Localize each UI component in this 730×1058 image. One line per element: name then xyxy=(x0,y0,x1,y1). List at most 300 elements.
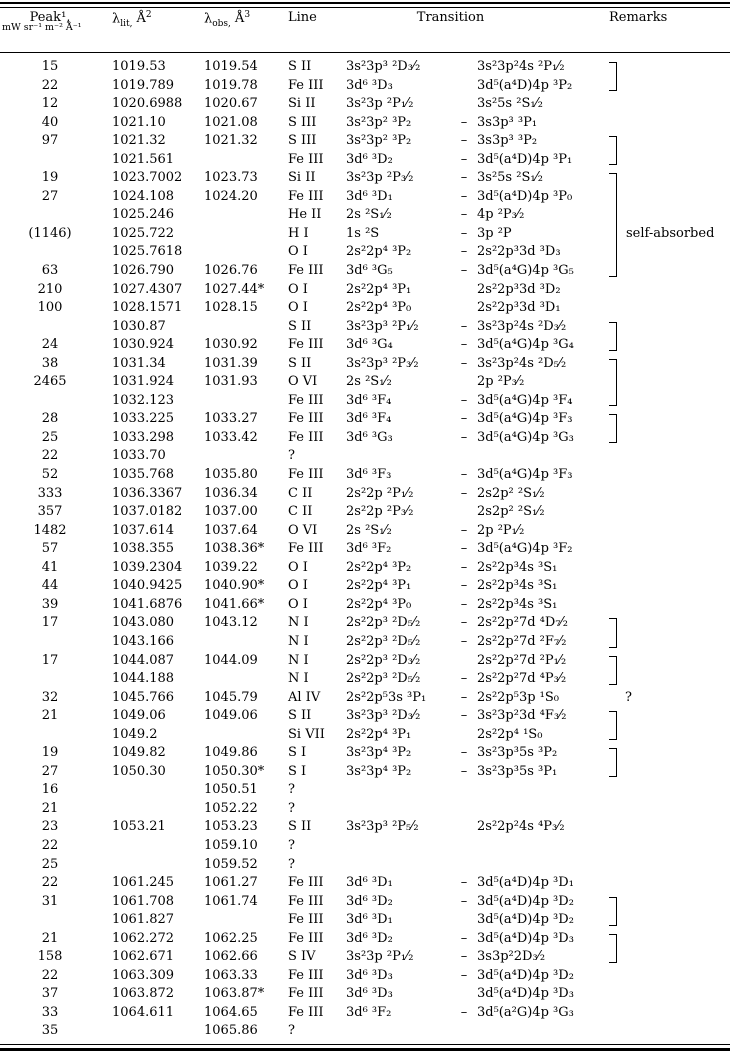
peak-value: 15 xyxy=(41,59,59,74)
table-row xyxy=(0,911,730,930)
lambda-obs-value: 1049.86 xyxy=(204,745,258,761)
transition-upper: 3d⁵(a⁴D)4p ³D₁ xyxy=(477,875,574,891)
table-row xyxy=(0,410,730,429)
line-id: O I xyxy=(288,578,308,594)
lambda-obs-value: 1023.73 xyxy=(204,170,258,186)
peak-value: 33 xyxy=(41,1004,59,1020)
remark-cell xyxy=(599,151,730,170)
transition-upper: 2s²2p³4s ³S₁ xyxy=(477,596,558,612)
transition-separator: – xyxy=(460,541,468,557)
remark-cell xyxy=(599,429,730,448)
transition-lower: 2s²2p⁴ ³P₁ xyxy=(346,726,412,742)
table-row xyxy=(0,763,730,782)
lambda-lit-value: 1037.0182 xyxy=(112,504,183,520)
lambda-lit-value: 1025.7618 xyxy=(112,244,183,260)
transition-separator: – xyxy=(460,337,468,353)
lambda-obs-value xyxy=(204,318,288,337)
transition-upper xyxy=(477,837,599,856)
transition-lower: 3d⁶ ³D₁ xyxy=(346,875,393,891)
line-id: Si II xyxy=(288,170,316,186)
blend-bracket-icon xyxy=(609,656,617,671)
table-row xyxy=(0,1004,730,1023)
remark-cell xyxy=(599,930,730,949)
table-row xyxy=(0,856,730,875)
transition-separator xyxy=(451,911,477,930)
transition-upper: 3s²3p³5s ³P₂ xyxy=(477,745,558,761)
blend-bracket-icon xyxy=(609,359,617,374)
remark-cell xyxy=(599,948,730,967)
remark-cell xyxy=(599,299,730,318)
lambda-obs-value: 1061.27 xyxy=(204,875,258,891)
lambda-lit-value: 1023.7002 xyxy=(112,170,183,186)
lambda-obs-unit: Å xyxy=(234,11,245,27)
lambda-obs-value: 1044.09 xyxy=(204,652,258,668)
remark-cell xyxy=(599,485,730,504)
blend-bracket-icon xyxy=(609,373,617,392)
transition-upper: 3s3p³ ³P₂ xyxy=(477,133,538,149)
transition-separator xyxy=(451,652,477,671)
lambda-obs-value xyxy=(204,633,288,652)
peak-value: 24 xyxy=(41,337,59,353)
peak-value: 44 xyxy=(41,578,59,594)
blend-bracket-icon xyxy=(609,1004,616,1023)
lambda-lit-value: 1033.298 xyxy=(112,429,175,445)
blend-bracket-icon xyxy=(609,934,617,949)
line-id: H I xyxy=(288,225,309,241)
lambda-lit-value: 1020.6988 xyxy=(112,96,183,112)
lambda-lit-value: 1062.671 xyxy=(112,949,175,965)
table-row xyxy=(0,262,730,281)
transition-lower: 2s²2p⁴ ³P₁ xyxy=(346,578,412,594)
lambda-obs-value: 1031.39 xyxy=(204,355,258,371)
transition-separator: – xyxy=(460,318,468,334)
peak-value: 27 xyxy=(41,188,59,204)
lambda-obs-value: 1020.67 xyxy=(204,96,258,112)
table-row xyxy=(0,355,730,374)
transition-separator xyxy=(451,818,477,837)
table-row xyxy=(0,299,730,318)
transition-lower: 3s²3p³ ²P₁⁄₂ xyxy=(346,318,419,334)
transition-upper: 3s²3p²3d ⁴F₃⁄₂ xyxy=(477,708,567,724)
transition-lower: 3d⁶ ³D₁ xyxy=(346,188,393,204)
transition-separator: – xyxy=(460,633,468,649)
lambda-lit-value: 1019.789 xyxy=(112,77,175,93)
transition-upper xyxy=(477,800,599,819)
lambda-obs-value: 1062.66 xyxy=(204,949,258,965)
line-id: Fe III xyxy=(288,263,324,279)
line-id: C II xyxy=(288,485,313,501)
table-row xyxy=(0,151,730,170)
peak-value: 40 xyxy=(41,114,59,130)
transition-upper: 3d⁵(a⁴D)4p ³P₂ xyxy=(477,77,573,93)
blend-bracket-icon xyxy=(609,151,617,166)
table-row xyxy=(0,58,730,77)
transition-separator xyxy=(451,281,477,300)
transition-separator xyxy=(451,58,477,77)
remark-cell xyxy=(599,614,730,633)
lambda-obs-value: 1045.79 xyxy=(204,689,258,705)
remark-text: ? xyxy=(625,689,632,705)
table-row xyxy=(0,206,730,225)
transition-upper: 3d⁵(a⁴D)4p ³D₂ xyxy=(477,893,574,909)
blend-bracket-icon xyxy=(609,281,616,300)
remark-cell xyxy=(599,410,730,429)
lambda-lit-value: 1063.872 xyxy=(112,986,175,1002)
line-id: Fe III xyxy=(288,411,324,427)
transition-lower: 3s²3p² ³P₂ xyxy=(346,133,412,149)
lambda-lit-value: 1039.2304 xyxy=(112,559,183,575)
lambda-obs-value xyxy=(204,392,288,411)
blend-bracket-icon xyxy=(609,967,616,986)
table-row xyxy=(0,744,730,763)
lambda-obs-value: 1062.25 xyxy=(204,930,258,946)
peak-value: 158 xyxy=(37,949,63,965)
transition-upper xyxy=(477,781,599,800)
transition-upper: 2p ²P₁⁄₂ xyxy=(477,522,525,538)
blend-bracket-icon xyxy=(609,392,617,407)
peak-value: 19 xyxy=(41,745,59,761)
transition-separator: – xyxy=(460,429,468,445)
line-id: S II xyxy=(288,819,312,835)
blend-bracket-icon xyxy=(609,188,617,207)
peak-value: 16 xyxy=(41,782,59,798)
lambda-lit-value: 1033.225 xyxy=(112,411,175,427)
lambda-lit-value: 1021.561 xyxy=(112,151,175,167)
lambda-lit-value: 1043.080 xyxy=(112,615,175,631)
lambda-lit-value: 1062.272 xyxy=(112,930,175,946)
peak-value: 357 xyxy=(37,504,63,520)
transition-separator xyxy=(451,77,477,96)
line-id: Fe III xyxy=(288,875,324,891)
peak-label: Peak¹, xyxy=(29,10,71,25)
transition-separator: – xyxy=(460,392,468,408)
peak-value: 19 xyxy=(41,170,59,186)
peak-value: 100 xyxy=(37,300,63,316)
lambda-lit-value: 1035.768 xyxy=(112,467,175,483)
peak-value: 28 xyxy=(41,411,59,427)
lambda-obs-value: 1030.92 xyxy=(204,337,258,353)
blend-bracket-icon xyxy=(609,897,617,912)
peak-value xyxy=(0,726,100,745)
lambda-obs-value: 1053.23 xyxy=(204,819,258,835)
table-row xyxy=(0,77,730,96)
line-id: N I xyxy=(288,615,309,631)
table-row xyxy=(0,373,730,392)
transition-lower: 2s²2p⁴ ³P₀ xyxy=(346,300,412,316)
lambda-lit-value xyxy=(100,1022,204,1041)
line-id: Si II xyxy=(288,96,316,112)
line-id: S IV xyxy=(288,949,316,965)
peak-value: 35 xyxy=(41,1023,59,1039)
lambda-lit-value: 1044.087 xyxy=(112,652,175,668)
transition-lower: 3d⁶ ³F₃ xyxy=(346,467,392,483)
lambda-obs-value: 1033.27 xyxy=(204,411,258,427)
peak-value: 17 xyxy=(41,652,59,668)
transition-upper: 3d⁵(a⁴G)4p ³G₅ xyxy=(477,263,574,279)
transition-lower: 3s²3p³ ²P₃⁄₂ xyxy=(346,355,419,371)
peak-value: 39 xyxy=(41,596,59,612)
lambda-lit-value: 1064.611 xyxy=(112,1004,175,1020)
remark-cell xyxy=(599,262,730,281)
transition-lower: 2s²2p⁴ ³P₂ xyxy=(346,559,412,575)
remark-cell xyxy=(599,243,730,262)
remark-cell xyxy=(599,169,730,188)
lambda-lit-value: 1036.3367 xyxy=(112,485,183,501)
table-row xyxy=(0,577,730,596)
table-row xyxy=(0,930,730,949)
blend-bracket-icon xyxy=(609,748,617,763)
transition-lower: 2s ²S₁⁄₂ xyxy=(346,374,392,390)
lambda-obs-value xyxy=(204,911,288,930)
transition-separator: – xyxy=(460,763,468,779)
table-row xyxy=(0,689,730,708)
peak-value: 57 xyxy=(41,541,59,557)
transition-upper: 2s²2p⁴ ¹S₀ xyxy=(477,726,543,742)
col-header-lambda-lit xyxy=(100,10,204,29)
blend-bracket-icon xyxy=(609,95,616,114)
remark-cell xyxy=(599,540,730,559)
lambda-lit-value xyxy=(100,837,204,856)
table-body xyxy=(0,58,730,1041)
lambda-obs-value: 1033.42 xyxy=(204,429,258,445)
lambda-lit-value: 1025.246 xyxy=(112,207,175,223)
peak-value: 21 xyxy=(41,800,59,816)
lambda-lit-value: 1061.827 xyxy=(112,912,175,928)
lambda-obs-value: 1052.22 xyxy=(204,800,258,816)
line-id: N I xyxy=(288,671,309,687)
table-row xyxy=(0,707,730,726)
peak-value: 25 xyxy=(41,856,59,872)
transition-upper: 3d⁵(a⁴G)4p ³G₃ xyxy=(477,429,574,445)
transition-lower xyxy=(346,837,451,856)
line-id: S II xyxy=(288,59,312,74)
line-id: O I xyxy=(288,300,308,316)
transition-upper: 2s²2p²7d ²F₇⁄₂ xyxy=(477,633,567,649)
transition-separator xyxy=(451,373,477,392)
table-row xyxy=(0,132,730,151)
transition-upper: 2s²2p³3d ³D₃ xyxy=(477,244,561,260)
transition-separator: – xyxy=(460,133,468,149)
peak-value xyxy=(0,206,100,225)
transition-lower: 3d⁶ ³D₁ xyxy=(346,912,393,928)
line-id: O VI xyxy=(288,374,318,390)
transition-lower: 3d⁶ ³D₃ xyxy=(346,967,393,983)
transition-lower: 3d⁶ ³G₅ xyxy=(346,263,393,279)
transition-separator: – xyxy=(460,615,468,631)
transition-separator: – xyxy=(460,114,468,130)
remark-cell xyxy=(599,985,730,1004)
col-header-line: Line xyxy=(288,10,317,25)
remark-cell xyxy=(599,77,730,96)
transition-separator xyxy=(451,1022,477,1041)
lambda-obs-value xyxy=(204,670,288,689)
table-row xyxy=(0,188,730,207)
transition-lower: 2s²2p ²P₃⁄₂ xyxy=(346,504,414,520)
lambda-lit-value: 1049.82 xyxy=(112,745,166,761)
lambda-lit-value: 1045.766 xyxy=(112,689,175,705)
transition-lower xyxy=(346,856,451,875)
peak-value: 38 xyxy=(41,355,59,371)
peak-value: 22 xyxy=(41,875,59,891)
blend-bracket-icon xyxy=(609,596,616,615)
remark-cell xyxy=(599,800,730,819)
bottom-rule-thin xyxy=(0,1044,730,1045)
lambda-lit-value: 1025.722 xyxy=(112,225,175,241)
table-row xyxy=(0,967,730,986)
transition-upper: 3d⁵(a⁴D)4p ³D₃ xyxy=(477,986,574,1002)
transition-separator xyxy=(451,726,477,745)
transition-upper: 3s²5s ²S₁⁄₂ xyxy=(477,170,543,186)
peak-value: 31 xyxy=(41,893,59,909)
lambda-lit-value xyxy=(100,856,204,875)
line-id: S II xyxy=(288,708,312,724)
lambda-obs-value: 1019.78 xyxy=(204,77,258,93)
remark-cell xyxy=(599,633,730,652)
table-row xyxy=(0,818,730,837)
peak-value xyxy=(0,911,100,930)
table-row xyxy=(0,633,730,652)
blend-bracket-icon xyxy=(609,173,617,188)
transition-lower: 3s²3p² ³P₂ xyxy=(346,114,412,130)
peak-value: 1482 xyxy=(33,522,67,538)
blend-bracket-icon xyxy=(609,485,616,504)
remark-cell xyxy=(599,837,730,856)
transition-separator: – xyxy=(460,596,468,612)
transition-upper: 3s²3p³5s ³P₁ xyxy=(477,763,558,779)
transition-separator: – xyxy=(460,671,468,687)
line-id: Fe III xyxy=(288,188,324,204)
col-header-transition: Transition xyxy=(416,10,485,25)
table-row xyxy=(0,559,730,578)
peak-value: 32 xyxy=(41,689,59,705)
lambda-obs-value: 1040.90* xyxy=(204,578,265,594)
table-row xyxy=(0,874,730,893)
remark-cell xyxy=(599,818,730,837)
line-id: S III xyxy=(288,133,317,149)
transition-upper: 2s²2p³3d ³D₁ xyxy=(477,300,561,316)
lambda-lit-value: 1044.188 xyxy=(112,671,175,687)
blend-bracket-icon xyxy=(609,763,617,778)
line-id: ? xyxy=(288,782,295,798)
col-header-lambda-obs xyxy=(204,10,288,29)
lambda-lit-value: 1021.10 xyxy=(112,114,166,130)
lambda-lit-value: 1037.614 xyxy=(112,522,175,538)
transition-lower: 3d⁶ ³G₄ xyxy=(346,337,393,353)
transition-upper: 3s²3p²4s ²D₃⁄₂ xyxy=(477,318,567,334)
line-id: S I xyxy=(288,745,307,761)
transition-upper: 3p ²P xyxy=(477,225,512,241)
peak-value xyxy=(0,670,100,689)
blend-bracket-icon xyxy=(609,856,616,875)
lambda-obs-value: 1049.06 xyxy=(204,708,258,724)
blend-bracket-icon xyxy=(609,633,617,648)
table-row xyxy=(0,503,730,522)
transition-lower: 3s²3p³ ²D₃⁄₂ xyxy=(346,708,421,724)
lambda-obs-value xyxy=(204,225,288,244)
peak-value: 27 xyxy=(41,763,59,779)
lambda-lit-sub: lit, xyxy=(120,18,133,29)
blend-bracket-icon xyxy=(609,336,617,351)
table-row xyxy=(0,95,730,114)
transition-lower: 3d⁶ ³D₃ xyxy=(346,986,393,1002)
lambda-obs-value xyxy=(204,726,288,745)
transition-upper: 3d⁵(a⁴D)4p ³D₃ xyxy=(477,930,574,946)
line-id: Fe III xyxy=(288,392,324,408)
blend-bracket-icon xyxy=(609,874,616,893)
table-row xyxy=(0,540,730,559)
peak-value: 333 xyxy=(37,485,63,501)
transition-lower: 2s²2p⁵3s ³P₁ xyxy=(346,689,427,705)
line-id: Fe III xyxy=(288,337,324,353)
remark-cell xyxy=(599,58,730,77)
transition-upper: 3s²3p²4s ²P₁⁄₂ xyxy=(477,59,565,74)
transition-separator: – xyxy=(460,485,468,501)
transition-upper: 2s2p² ²S₁⁄₂ xyxy=(477,485,545,501)
blend-bracket-icon xyxy=(609,1022,616,1041)
table-row xyxy=(0,466,730,485)
transition-separator: – xyxy=(460,188,468,204)
table-row xyxy=(0,670,730,689)
peak-value xyxy=(0,151,100,170)
lambda-obs-value: 1065.86 xyxy=(204,1023,258,1039)
lambda-lit-base: λ xyxy=(112,11,121,27)
transition-upper: 3d⁵(a⁴G)4p ³F₃ xyxy=(477,467,573,483)
transition-separator: – xyxy=(460,875,468,891)
remark-cell xyxy=(599,281,730,300)
transition-lower: 2s²2p ²P₁⁄₂ xyxy=(346,485,414,501)
transition-upper: 3s3p²2D₃⁄₂ xyxy=(477,949,546,965)
transition-lower: 2s²2p³ ²D₅⁄₂ xyxy=(346,615,421,631)
transition-upper: 4p ²P₃⁄₂ xyxy=(477,207,525,223)
transition-separator: – xyxy=(460,930,468,946)
remark-text: self-absorbed xyxy=(626,225,715,241)
remark-cell xyxy=(599,559,730,578)
lambda-lit-value: 1049.2 xyxy=(112,726,158,742)
transition-lower xyxy=(346,447,451,466)
table-row xyxy=(0,318,730,337)
transition-upper: 3d⁵(a⁴G)4p ³F₃ xyxy=(477,411,573,427)
blend-bracket-icon xyxy=(609,670,617,685)
top-rule-thick xyxy=(0,2,730,4)
lambda-obs-value: 1063.33 xyxy=(204,967,258,983)
line-id: O I xyxy=(288,596,308,612)
blend-bracket-icon xyxy=(609,136,617,151)
line-id: Fe III xyxy=(288,77,324,93)
remark-cell xyxy=(599,652,730,671)
transition-upper: 3d⁵(a⁴D)4p ³P₀ xyxy=(477,188,573,204)
lambda-obs-value: 1031.93 xyxy=(204,374,258,390)
line-id: Fe III xyxy=(288,467,324,483)
lambda-obs-sub: obs, xyxy=(212,18,231,29)
table-row xyxy=(0,652,730,671)
transition-upper xyxy=(477,856,599,875)
transition-upper: 3s²3p²4s ²D₅⁄₂ xyxy=(477,355,567,371)
transition-lower: 3d⁶ ³F₄ xyxy=(346,411,392,427)
peak-value: 97 xyxy=(41,133,59,149)
lambda-obs-sup: 3 xyxy=(244,10,251,20)
line-id: Fe III xyxy=(288,893,324,909)
lambda-obs-value: 1026.76 xyxy=(204,263,258,279)
transition-separator xyxy=(451,856,477,875)
peak-value: (1146) xyxy=(28,225,72,241)
remark-cell xyxy=(599,522,730,541)
lambda-obs-value: 1061.74 xyxy=(204,893,258,909)
transition-upper: 3d⁵(a⁴G)4p ³F₄ xyxy=(477,392,573,408)
lambda-lit-value: 1041.6876 xyxy=(112,596,183,612)
peak-value: 22 xyxy=(41,77,59,93)
lambda-lit-value: 1021.32 xyxy=(112,133,166,149)
remark-cell xyxy=(599,447,730,466)
